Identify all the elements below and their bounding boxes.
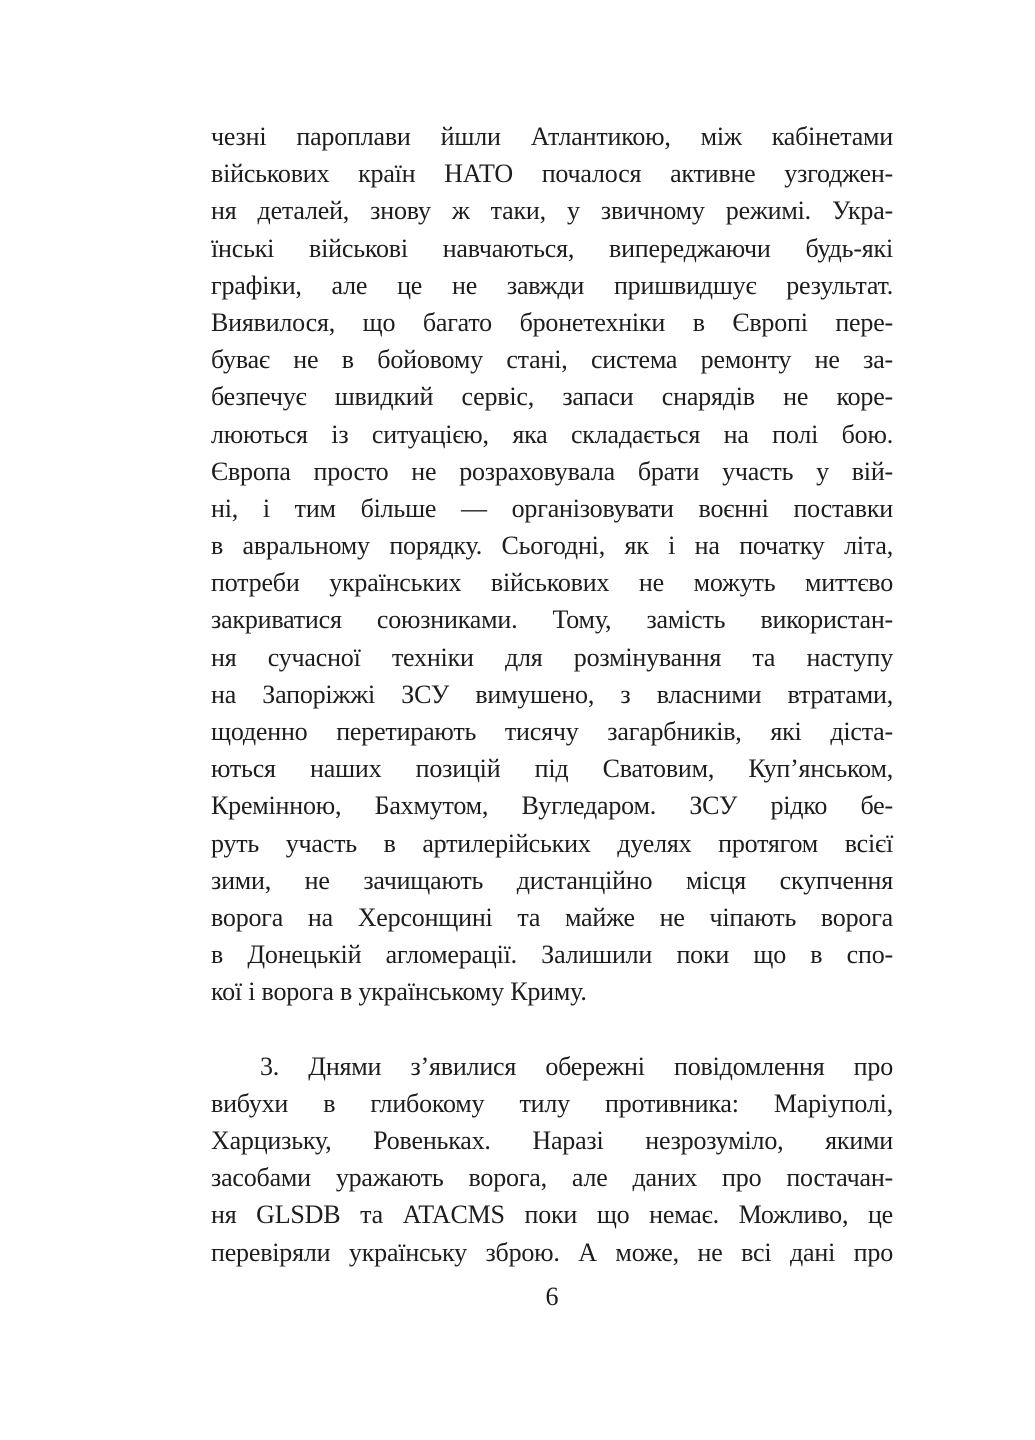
text-line: перевіряли українську зброю. А може, не всі дані про <box>211 1237 893 1267</box>
text-line: кої і ворога в українському Криму. <box>211 977 587 1007</box>
text-line: безпечує швидкий сервіс, запаси снарядів не коре- <box>211 382 893 412</box>
paragraph <box>211 118 893 1011</box>
text-block <box>211 118 893 1315</box>
text-line: в авральному порядку. Сьогодні, як і на початку літа, <box>211 531 893 561</box>
text-line: Кремінною, Бахмутом, Вугледаром. ЗСУ рідко бе- <box>211 791 893 821</box>
body-text <box>211 118 893 1271</box>
text-line: закриватися союзниками. Тому, замість використан- <box>211 605 893 635</box>
text-line: ня деталей, знову ж таки, у звичному режимі. Укра- <box>211 196 893 226</box>
text-line: ворога на Херсонщині та майже не чіпають ворога <box>211 902 893 932</box>
text-line: руть участь в артилерійських дуелях протягом всієї <box>211 828 893 858</box>
text-line: люються із ситуацією, яка складається на полі бою. <box>211 419 893 449</box>
text-line: Виявилося, що багато бронетехніки в Європі пере- <box>211 307 893 337</box>
text-line: Європа просто не розраховувала брати участь у вій- <box>211 456 893 486</box>
text-line: чезні пароплави йшли Атлантикою, між кабінетами <box>211 122 893 151</box>
text-line: в Донецькій агломерації. Залишили поки що в спо- <box>211 940 893 970</box>
text-line: щоденно перетирають тисячу загарбників, які діста- <box>211 717 893 746</box>
text-line: буває не в бойовому стані, система ремонту не за- <box>211 345 893 375</box>
text-line: засобами уражають ворога, але даних про постачан- <box>211 1163 893 1193</box>
text-line: графіки, але це не завжди пришвидшує результат. <box>211 270 893 300</box>
text-line: на Запоріжжі ЗСУ вимушено, з власними втратами, <box>211 679 893 709</box>
text-line: військових країн НАТО почалося активне узгоджен- <box>211 159 893 189</box>
text-line: ня сучасної техніки для розмінування та наступу <box>211 642 893 672</box>
text-line: ня GLSDB та ATACMS поки що немає. Можливо, це <box>211 1200 893 1230</box>
text-line: ні, і тим більше — організовувати воєнні поставки <box>211 493 893 523</box>
text-line: Харцизьку, Ровеньках. Наразі незрозуміло, якими <box>211 1126 893 1156</box>
text-line: зими, не зачищають дистанційно місця скупчення <box>211 865 893 895</box>
paragraph <box>211 1048 893 1271</box>
text-line: ються наших позицій під Сватовим, Куп’янськом, <box>211 754 893 784</box>
text-line: 3. Днями з’явилися обережні повідомлення про <box>260 1051 893 1081</box>
text-line: потреби українських військових не можуть миттєво <box>211 568 893 598</box>
page-number: 6 <box>545 1281 559 1311</box>
text-line: їнські військові навчаються, випереджаючи будь-які <box>211 233 893 263</box>
text-line: вибухи в глибокому тилу противника: Маріуполі, <box>211 1088 893 1118</box>
